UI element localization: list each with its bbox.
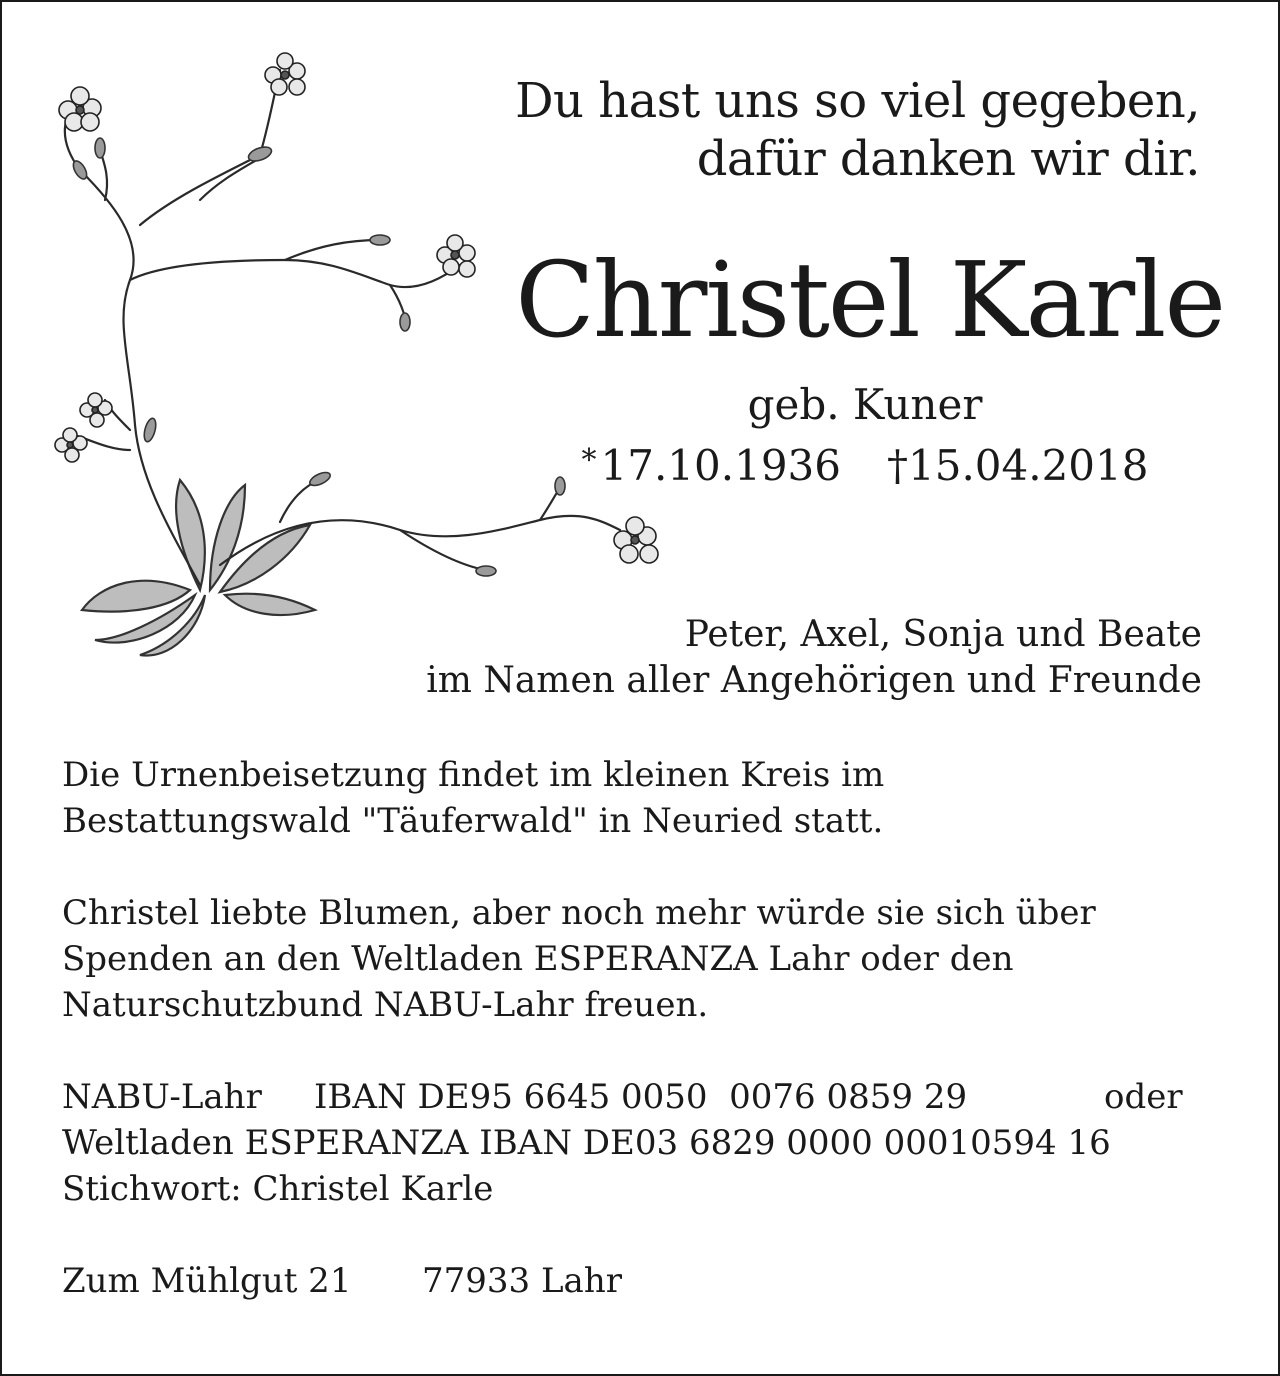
mourners-signature: [426, 612, 1202, 704]
maiden-name: geb. Kuner: [747, 380, 983, 429]
motto-quote: [515, 72, 1200, 188]
donation-line-1: Christel liebte Blumen, aber noch mehr würde sie sich über: [62, 893, 1096, 933]
bank-row-nabu-or: oder: [1104, 1077, 1183, 1117]
mourners-line-2: im Namen aller Angehörigen und Freunde: [426, 660, 1202, 701]
address-street: Zum Mühlgut 21: [62, 1261, 352, 1301]
address-city: 77933 Lahr: [422, 1261, 622, 1301]
motto-line-1: Du hast uns so viel gegeben,: [515, 73, 1200, 129]
bank-keyword: Stichwort: Christel Karle: [62, 1169, 494, 1209]
leaf-cluster: [82, 480, 315, 656]
bank-row-nabu-name: NABU-Lahr: [62, 1077, 262, 1117]
bank-row-nabu-iban: IBAN DE95 6645 0050 0076 0859 29: [314, 1077, 968, 1117]
bank-details: [62, 1074, 1222, 1212]
notice-body: [62, 752, 1222, 1350]
deceased-name: Christel Karle: [515, 239, 1224, 361]
donation-line-2: Spenden an den Weltladen ESPERANZA Lahr oder den: [62, 939, 1014, 979]
burial-paragraph: [62, 752, 1222, 844]
burial-line-1: Die Urnenbeisetzung findet im kleinen Kreis im: [62, 755, 885, 795]
motto-line-2: dafür danken wir dir.: [696, 131, 1200, 187]
address-line: [62, 1258, 1222, 1304]
death-date: 15.04.2018: [908, 441, 1149, 490]
burial-line-2: Bestattungswald "Täuferwald" in Neuried statt.: [62, 801, 884, 841]
birth-symbol: *: [581, 443, 597, 478]
address: [62, 1258, 1222, 1304]
donation-line-3: Naturschutzbund NABU-Lahr freuen.: [62, 985, 709, 1025]
donation-paragraph: [62, 890, 1222, 1028]
bank-row-nabu: [62, 1074, 1222, 1120]
mourners-line-1: Peter, Axel, Sonja und Beate: [684, 614, 1202, 655]
life-dates: [500, 436, 1230, 491]
death-symbol: †: [887, 441, 908, 490]
birth-date: 17.10.1936: [600, 441, 841, 490]
bank-row-weltladen: Weltladen ESPERANZA IBAN DE03 6829 0000 00010594 16: [62, 1123, 1111, 1163]
